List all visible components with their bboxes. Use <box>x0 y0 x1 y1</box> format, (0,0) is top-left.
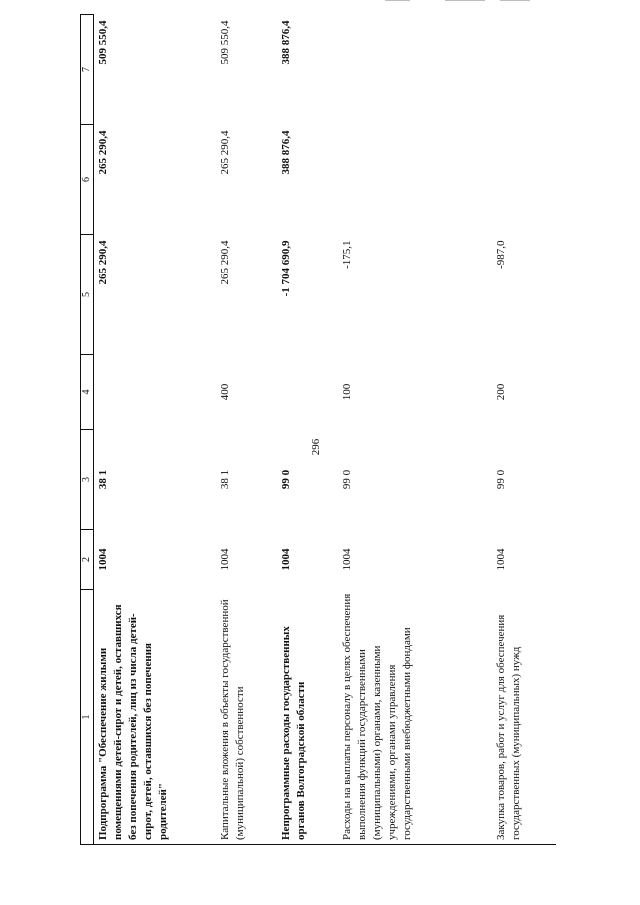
amount-col7 <box>492 15 556 125</box>
amount-col5: -175,1 <box>341 240 353 269</box>
amount-col6 <box>338 125 492 235</box>
target-code: 99 0 <box>280 469 292 490</box>
section-code: 1004 <box>280 548 292 571</box>
column-header: 5 <box>81 235 94 355</box>
amount-col6 <box>492 125 556 235</box>
column-header: 4 <box>81 355 94 430</box>
amount-col5: -987,0 <box>495 240 507 269</box>
amount-col6: 265 290,4 <box>219 130 231 175</box>
column-header: 3 <box>81 430 94 530</box>
amount-col5: 265 290,4 <box>97 240 109 285</box>
row-description: Расходы на выплаты персоналу в целях обеспечения выполнения функций государственными (муниципальными) органами, казенными учреждениями, органами управления государственными внебюджетными фондами <box>338 590 492 845</box>
page-number: 296 <box>310 438 322 456</box>
amount-col6: 265 290,4 <box>97 130 109 175</box>
column-header: 6 <box>81 125 94 235</box>
budget-table <box>80 14 556 845</box>
amount-col6: 388 876,4 <box>280 130 292 175</box>
expense-type: 400 <box>219 383 231 401</box>
table-row <box>94 15 217 845</box>
table-row <box>277 15 338 845</box>
scan-edge-mark <box>500 0 530 1</box>
amount-col5: -1 704 690,9 <box>280 240 292 297</box>
target-code: 38 1 <box>219 469 231 490</box>
scan-edge-mark <box>385 0 410 1</box>
section-code: 1004 <box>341 548 353 571</box>
column-header: 1 <box>81 590 94 845</box>
amount-col7: 388 876,4 <box>280 20 292 65</box>
amount-col7: 509 550,4 <box>97 20 109 65</box>
column-header: 2 <box>81 530 94 590</box>
scan-edge-mark <box>445 0 485 1</box>
table-row <box>216 15 277 845</box>
expense-type <box>94 355 217 430</box>
expense-type <box>277 355 338 430</box>
column-header: 7 <box>81 15 94 125</box>
expense-type: 100 <box>341 383 353 401</box>
section-code: 1004 <box>219 548 231 571</box>
header-row <box>81 15 94 845</box>
table-row <box>492 15 556 845</box>
section-code: 1004 <box>495 548 507 571</box>
expense-type: 200 <box>495 383 507 401</box>
target-code: 38 1 <box>97 469 109 490</box>
row-description: Непрограммные расходы государственных органов Волгоградской области <box>277 590 338 845</box>
amount-col7 <box>338 15 492 125</box>
target-code: 99 0 <box>495 469 507 490</box>
table-row <box>338 15 492 845</box>
row-description: Подпрограмма "Обеспечение жилыми помещениями детей-сирот и детей, оставшихся без попечения родителей, лиц из числа детей-сирот, детей, оставшихся без попечения родителей" <box>94 590 217 845</box>
amount-col5: 265 290,4 <box>219 240 231 285</box>
amount-col7: 509 550,4 <box>219 20 231 65</box>
row-description: Закупка товаров, работ и услуг для обеспечения государственных (муниципальных) нужд <box>492 590 556 845</box>
rotated-budget-table <box>80 15 550 845</box>
section-code: 1004 <box>97 548 109 571</box>
target-code: 99 0 <box>341 469 353 490</box>
row-description: Капитальные вложения в объекты государственной (муниципальной) собственности <box>216 590 277 845</box>
